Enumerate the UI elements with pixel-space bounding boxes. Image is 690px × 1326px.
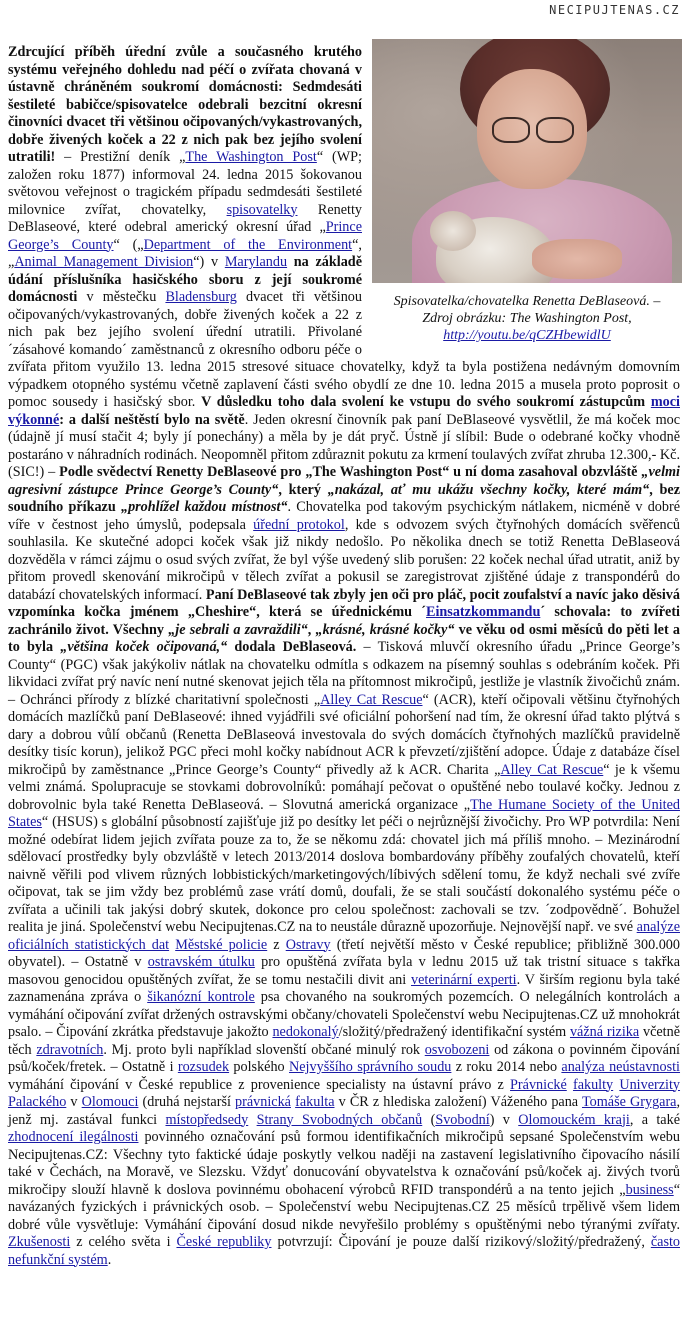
bold-text: , bez soudního příkazu — [8, 481, 680, 515]
link-einsatzkommandu[interactable]: Einsatzkommandu — [426, 604, 541, 620]
quote-text: „je sebrali a zavraždili“ — [168, 621, 308, 638]
bold-text: , který — [278, 481, 328, 498]
link-osvobozeni[interactable]: osvobozeni — [424, 1041, 490, 1058]
text: . — [107, 1251, 112, 1268]
link-alley-cat-rescue-2[interactable]: Alley Cat Rescue — [500, 761, 604, 778]
link-zhodnoceni-ilegalnosti[interactable]: zhodnocení ilegálnosti — [8, 1129, 139, 1145]
link-univerzity-palackeho[interactable]: Univerzity Palackého — [8, 1076, 681, 1110]
link-fakulty[interactable]: fakulty — [572, 1076, 614, 1093]
link-humane-society[interactable]: The Humane Society of the United States — [8, 796, 680, 830]
link-svobodni[interactable]: Svobodní — [435, 1111, 490, 1128]
link-casto-nefunkcni-system[interactable]: často nefunkční systém — [8, 1234, 680, 1268]
quote-text: „velmi agresivní zástupce Prince George’s County“ — [8, 464, 680, 498]
text: Renetty DeBlaseové, které odebral americký okresní úřad „ — [8, 201, 362, 235]
text: ( — [422, 1111, 436, 1128]
link-olomouckem-kraji[interactable]: Olomouckém kraji — [518, 1111, 630, 1128]
photo-renetta-deblase-with-cat — [372, 39, 682, 283]
bold-text: V důsledku toho dala svolení ke vstupu do svého soukromí zástupcům — [201, 394, 651, 410]
link-prince-georges-county[interactable]: Prince George’s County — [8, 219, 362, 253]
quote-text: „většina koček očipovaná,“ — [60, 639, 228, 655]
link-animal-management[interactable]: Animal Management Division — [14, 254, 194, 270]
text: – Tisková mluvčí okresního úřadu „Prince George’s County“ (PGC) však jakýkoliv nátlak na chovatelku odmítla s odkazem na písemný souhlas s odebráním koček. Při likvidaci zvířat prý navíc není nutné skenovat jejich těla na přítomnost mikročipů, jestliže je vlastník živočichů znám. – Ochránci přírody z blízké charitativní společnosti „ — [8, 639, 680, 708]
bold-text: : a další neštěstí bylo na světě — [59, 411, 245, 428]
bold-text: dodala DeBlaseová. — [227, 639, 357, 655]
quote-text: „nakázal, ať mu ukážu všechny kočky, které mám“ — [327, 481, 650, 498]
bold-text: , — [307, 621, 316, 638]
link-mestske-policie[interactable]: Městské policie — [175, 936, 268, 953]
text: “ („ — [113, 236, 144, 253]
link-zkusenosti[interactable]: Zkušenosti — [8, 1234, 71, 1250]
bold-text: Paní DeBlaseové tak zbyly jen oči pro pláč, pocit zoufalství a navíc jako děsivá vzpomínka kočka jménem „Cheshire“, která se úřednickému ´ — [8, 586, 680, 620]
text: polského — [229, 1059, 290, 1075]
link-department-environment[interactable]: Department of the Environment — [143, 236, 353, 253]
link-moci-vykonne[interactable]: moci výkonné — [8, 394, 680, 428]
link-nejvyssi-spravni-soud[interactable]: Nejvyššího správního soudu — [289, 1059, 452, 1075]
text: (třetí největší město v České republice; přibližně 300.000 obyvatel). – Ostatně v — [8, 936, 680, 970]
site-name: NECIPUJTENAS.CZ — [549, 3, 680, 17]
text: . Jeden okresní činovník pak paní DeBlaseové vysvětlil, že má koček moc (údajně jí musí stačit 4; byly jí ponechány) a měla by je dát pryč. Ústně jí slíbil: Bude o odebrané kočky vhodně postaráno v náhradních rodinách. Neopomněl přitom zdůraznit pokutu za krmení toulavých zvířat zhruba 12.300,- Kč. (SIC!) – — [8, 411, 680, 480]
link-ostravsky-utulek[interactable]: ostravském útulku — [147, 954, 255, 970]
text: , jenž mj. zastával funkci — [8, 1094, 681, 1128]
text: . Mj. proto byli například slovenští občané minulý rok — [103, 1041, 425, 1058]
link-ceske-republiky[interactable]: České republiky — [176, 1234, 272, 1250]
text: , kde s odvozem svých čtyřnohých domácích svěřenců souhlasila. Ke skutečné adopci koček však již nikdy nedošlo. Po několika dnech se totiž Renetta DeBlaseová dozvěděla v rámci zájmu o osud svých zvířat, že byl výše uvedený slib porušen: 22 koček nechal úřad utratit, aniž by přitom provedl skenování mikročipů v tělech zvířat a pokusil se zaregistrovat zjištěné údaje z transpondérů do databází chovatelských informací. — [8, 516, 680, 603]
text: od zákona o povinném čipování psů/koček/fretek. – Ostatně i — [8, 1041, 680, 1075]
text: z roku 2014 nebo — [451, 1059, 562, 1075]
bold-text: na základě údání příslušníka hasičského sboru z její soukromé domácnosti — [8, 254, 362, 305]
text: “ (ACR), kteří očipovali většinu čtyřnohých domácích mazlíčků paní DeBlaseové: ihned vyjádřili své oficiální pohoršení nad tím, že okresní úřad takto plýtvá s dary a dobrou vůlí občanů (Renetta DeBlaseová investovala do svých domácích čtyřnohých mazlíčků pravidelně desítky tisíc korun), jelikož PGC přeci mohl kočky nabídnout ACR k převzetí/zjištění adopce. Údaje z databáze čísel mikročipů by zaměstnance „Prince George’s County“ přivedly až k ACR. Charita „ — [8, 691, 680, 778]
link-maryland[interactable]: Marylandu — [224, 254, 288, 270]
text: potvrzují: Čipování je pouze další rizikový/složitý/předražený, — [271, 1234, 651, 1250]
text: “ (WP; založen roku 1877) informoval 24. ledna 2015 šokovanou světovou veřejnost o tragickém případu sedmdesáti šestileté milovnice zvířat, chovatelky, — [8, 149, 362, 218]
text: z celého světa i — [70, 1234, 177, 1250]
text — [248, 1112, 256, 1128]
text: povinného označování psů formou identifikačních mikročipů sepsané Společenstvím webu Necipujtenas.CZ: Všechny tyto faktické údaje poskytly velkou naději na zastavení legislativního čipovacího násilí také v Čechách, na Moravě, ve Slezsku. Vždyť donucování obyvatelstva k označování psů/koček aj. živých tvorů mikročipy slouží hlavně k doslova povinnému obohacení výrobců RFID transpondérů a na tento jejich „ — [8, 1129, 680, 1198]
text: “ je k všemu velmi známá. Spolupracuje se stovkami dobrovolníků: pomáhají pečovat o opuštěné nebo toulavé kočky. Jednou z dobrovolnic byla také Renetta DeBlaseová. – Slovutná americká organizace „ — [8, 761, 681, 813]
text: /složitý/předražený identifikační systém — [338, 1024, 570, 1040]
text: “, „ — [8, 236, 362, 270]
link-fakulta[interactable]: fakulta — [295, 1094, 335, 1110]
text: pro opuštěná zvířata byla v lednu 2015 už tak tristní situace s takřka masovou genocidou opuštěných zvířat, že se tomu nestačili divit ani — [8, 954, 680, 988]
link-analyza-statistik[interactable]: analýze oficiálních statistických dat — [8, 919, 680, 953]
bold-text: ve věku od osmi měsíců do pěti let a to byla — [8, 621, 680, 655]
link-zdravotnich[interactable]: zdravotních — [36, 1041, 104, 1058]
text: v městečku — [77, 289, 166, 305]
link-rozsudek[interactable]: rozsudek — [177, 1059, 230, 1075]
text: “ navázaných fyzických i právnických osob. – Společenství webu Necipujtenas.CZ 25 měsíců trpělivě všem lidem dobré vůle vysvětluje: Vymáhání čipování dosud nikde nevyřešilo problémy s opuštěnými nebo týranými zvířaty. — [8, 1181, 680, 1233]
caption-source-link[interactable]: http://youtu.be/qCZHbewidlU — [443, 328, 611, 343]
link-pravnicka[interactable]: právnická — [235, 1094, 291, 1110]
link-spisovatelky[interactable]: spisovatelky — [226, 201, 298, 218]
text: ) v — [489, 1111, 519, 1128]
text: v — [66, 1094, 82, 1110]
bold-text: Podle svědectví Renetty DeBlaseové pro „The Washington Post“ u ní doma zasahoval obzvláště — [59, 464, 642, 480]
text: “ (HSUS) s globální působností zajišťuje již po desítky let péči o nejrůznější živočichy. Pro WP potvrdila: Není možné odebírat lidem jejich zvířata pouze za to, že se někomu zdá: chovatel jich má příliš mnoho. – Mezinárodní sdělovací prostředky byly obzvláště v letech 2013/2014 doslova bombardovány příběhy zoufalých chovatelů, kteří naivně věřili pod vlivem různých lobbistických/marketingových/líbivých sdělení tomu, že když nechali své zvíře očipovat, tak se jim vždy bez problémů zase vrátí domů, doufali, že se stali součástí dokonalého systému péče o zvířata a učinili tak jakýsi dobrý skutek, dokonce pro celou společnost: zachovali se tzv. ´zodpovědně´. Bohužel realita je jiná. Společenství webu Necipujtenas.CZ na to neustále důrazně upozorňuje. Nejnovější např. ve své — [8, 814, 680, 935]
caption-line-1: Spisovatelka/chovatelka Renetta DeBlaseová. – — [393, 294, 661, 309]
link-nedokonaly[interactable]: nedokonalý — [272, 1024, 339, 1040]
text: vymáhání čipování v České republice z provenience specialisty na ústavní právo z — [8, 1076, 511, 1093]
link-veterinarni-experti[interactable]: veterinární experti — [410, 971, 517, 988]
link-vazna-rizika[interactable]: vážná rizika — [569, 1024, 640, 1040]
link-alley-cat-rescue[interactable]: Alley Cat Rescue — [320, 691, 423, 708]
text: v ČR z hlediska založení) Váženého pana — [334, 1094, 582, 1110]
text: . V širším regionu byla také zaznamenána zpráva o — [8, 971, 680, 1005]
lead-text: Zdrcující příběh úřední zvůle a současného krutého systému veřejného dohledu nad péčí o zvířata chovaná v ústavně chráněném soukromí domácnosti: Sedmdesáti šestileté babičce/spisovatelce odebrali bezcitní okresní činovníci dvacet tři většinou očipovaných/vykastrovaných, dobře živených koček a 22 z nich pak bez jejího svolení utratili! — [8, 44, 362, 165]
link-analyza-neustavnosti[interactable]: analýza neústavnosti — [561, 1059, 681, 1075]
text: (druhá nejstarší — [138, 1094, 236, 1110]
link-mistopredsedy[interactable]: místopředsedy — [165, 1111, 249, 1128]
text: . Chovatelka pod takovým psychickým nátlakem, nicméně v dobré víře v čestnost jeho úmyslů, podepsala — [8, 499, 680, 533]
link-ostravy[interactable]: Ostravy — [285, 936, 331, 953]
quote-text: „krásné, krásné kočky“ — [315, 621, 455, 638]
article-figure — [372, 39, 682, 344]
link-uredni-protokol[interactable]: úřední protokol — [253, 516, 345, 533]
glasses-icon — [536, 117, 574, 143]
article-body — [8, 44, 680, 1269]
hand-shape — [532, 239, 622, 279]
text: – Prestižní deník „ — [55, 149, 186, 165]
link-strany-svobodnych[interactable]: Strany Svobodných občanů — [256, 1111, 423, 1128]
link-bladensburg[interactable]: Bladensburg — [165, 289, 237, 305]
link-business[interactable]: business — [625, 1181, 674, 1198]
text: dvacet tři většinou očipovaných/vykastrovaných, dobře živených koček a 22 z nich pak bez jejího svolení úřední utratili. Přivolané ´zásahové komando´ zaměstnanců z okresního odboru péče o zvířata přitom využilo 13. ledna 2015 stresové situace chovatelky, když ta byla postižena nedávným domovním výpadkem otopného systému včetně zaplavení části svého obydlí ze dne 10. ledna 2015 a musela proto poprosit o pomoc sousedy i hasičský sbor. — [8, 289, 680, 410]
link-pravnicke[interactable]: Právnické — [510, 1076, 567, 1093]
bold-text: ´ schovala: to zvířeti zachránilo život. Všechny — [8, 604, 680, 638]
text: “) v — [193, 254, 225, 270]
text: , a také — [629, 1111, 680, 1128]
link-sikanozni-kontrole[interactable]: šikanózní kontrole — [147, 989, 255, 1005]
text: psa chovaného na soukromých pozemcích. O nelegálních kontrolách a vymáhání očipování zvířat držených ostravskými občany/chovateli Společenství webu Necipujtenas.CZ už mnohokrát psalo. – Čipování zkrátka představuje jakožto — [8, 989, 681, 1040]
figure-caption — [372, 293, 682, 344]
text: včetně těch — [8, 1024, 680, 1058]
text: z — [267, 936, 286, 953]
quote-text: „prohlížel každou místnost“ — [120, 499, 288, 515]
cat-head-shape — [430, 211, 476, 251]
glasses-icon — [492, 117, 530, 143]
link-olomouci[interactable]: Olomouci — [81, 1094, 139, 1110]
link-washington-post[interactable]: The Washington Post — [185, 149, 317, 165]
caption-line-2: Zdroj obrázku: The Washington Post, — [422, 311, 632, 326]
link-tomase-grygara[interactable]: Tomáše Grygara — [581, 1094, 677, 1110]
